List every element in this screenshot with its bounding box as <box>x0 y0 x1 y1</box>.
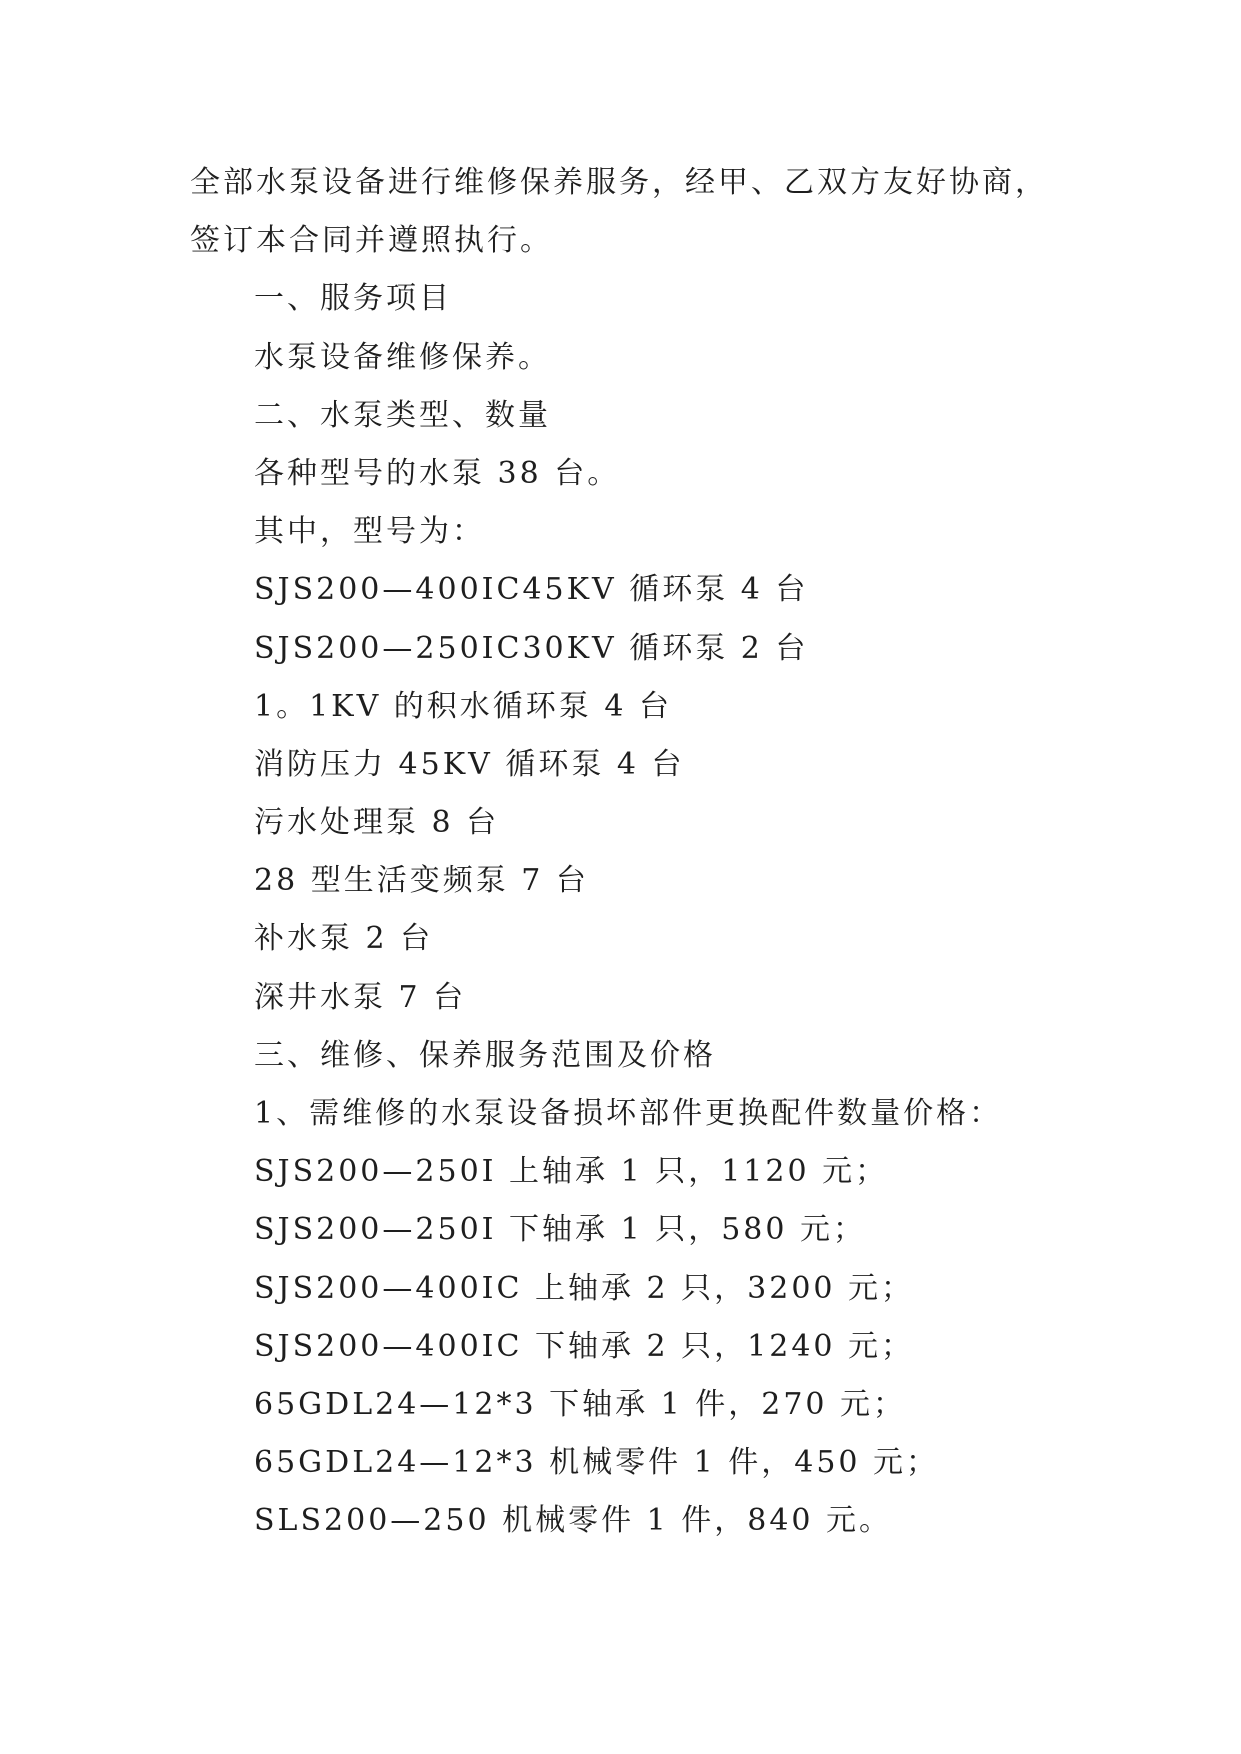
price-list-item: 65GDL24—12*3 机械零件 1 件，450 元； <box>254 1445 940 1481</box>
price-list-item: SJS200—250I 上轴承 1 只，1120 元； <box>254 1154 889 1190</box>
pump-list-item: SJS200—250IC30KV 循环泵 2 台 <box>254 630 809 666</box>
pump-list-item: 污水处理泵 8 台 <box>254 805 500 841</box>
pump-list-item: 消防压力 45KV 循环泵 4 台 <box>254 746 685 782</box>
document-body <box>0 154 1241 1551</box>
price-list-item: SLS200—250 机械零件 1 件，840 元。 <box>254 1503 893 1539</box>
paragraph-line: 1、需维修的水泵设备损坏部件更换配件数量价格： <box>254 1096 1003 1131</box>
section-heading-pump-types: 二、水泵类型、数量 <box>254 397 551 433</box>
price-list-item: SJS200—400IC 下轴承 2 只，1240 元； <box>254 1328 915 1364</box>
pump-list-item: 28 型生活变频泵 7 台 <box>254 863 589 899</box>
paragraph-line: 全部水泵设备进行维修保养服务，经甲、乙双方友好协商， <box>190 165 1048 200</box>
price-list-item: SJS200—400IC 上轴承 2 只，3200 元； <box>254 1270 915 1306</box>
pump-list-item: 深井水泵 7 台 <box>254 979 467 1015</box>
paragraph-line: 其中，型号为： <box>254 514 485 550</box>
pump-list-item: 1。1KV 的积水循环泵 4 台 <box>254 688 672 724</box>
paragraph-line: 各种型号的水泵 38 台。 <box>254 455 621 491</box>
price-list-item: 65GDL24—12*3 下轴承 1 件，270 元； <box>254 1386 907 1422</box>
pump-list-item: SJS200—400IC45KV 循环泵 4 台 <box>254 572 809 608</box>
price-list-item: SJS200—250I 下轴承 1 只，580 元； <box>254 1212 866 1248</box>
paragraph-line: 水泵设备维修保养。 <box>254 339 551 375</box>
paragraph-line: 签订本合同并遵照执行。 <box>190 223 553 259</box>
section-heading-scope-price: 三、维修、保养服务范围及价格 <box>254 1037 716 1073</box>
pump-list-item: 补水泵 2 台 <box>254 921 434 957</box>
section-heading-service-items: 一、服务项目 <box>254 281 452 317</box>
